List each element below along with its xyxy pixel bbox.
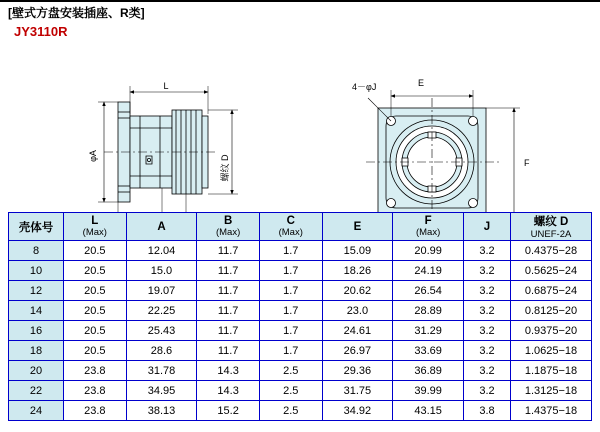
header-cell-j: [464, 213, 511, 241]
cell-j: 3.2: [464, 301, 511, 321]
cell-c: 1.7: [259, 341, 322, 361]
table-body: [9, 241, 592, 421]
cell-e: 31.75: [322, 381, 393, 401]
table-row: [9, 281, 592, 301]
dimension-table: [8, 212, 592, 421]
cell-f: 31.29: [393, 321, 464, 341]
cell-e: 20.62: [322, 281, 393, 301]
label-dim-d: 螺纹 D: [220, 154, 230, 182]
cell-c: 1.7: [259, 241, 322, 261]
cell-f: 39.99: [393, 381, 464, 401]
technical-drawing: [0, 40, 600, 208]
header-label: 壳体号: [18, 221, 54, 234]
cell-b: 11.7: [197, 261, 260, 281]
cell-b: 11.7: [197, 341, 260, 361]
table-header-row: [9, 213, 592, 241]
header-cell-f: [393, 213, 464, 241]
cell-j: 3.2: [464, 361, 511, 381]
cell-a: 38.13: [126, 401, 197, 421]
cell-l: 20.5: [64, 281, 127, 301]
cell-c: 1.7: [259, 261, 322, 281]
cell-shell: 12: [9, 281, 64, 301]
cell-f: 26.54: [393, 281, 464, 301]
cell-j: 3.2: [464, 321, 511, 341]
header-label: E: [353, 220, 362, 233]
header-label: L: [91, 215, 99, 227]
header-cell-l: [64, 213, 127, 241]
cell-a: 28.6: [126, 341, 197, 361]
cell-c: 2.5: [259, 381, 322, 401]
header-sublabel: (Max): [415, 227, 441, 238]
cell-f: 36.89: [393, 361, 464, 381]
cell-j: 3.2: [464, 381, 511, 401]
header-sublabel: UNEF-2A: [530, 229, 572, 240]
table-row: [9, 241, 592, 261]
header-label: J: [483, 220, 491, 233]
cell-b: 14.3: [197, 361, 260, 381]
cell-e: 26.97: [322, 341, 393, 361]
cell-thread: 0.6875−24: [511, 281, 592, 301]
table-row: [9, 381, 592, 401]
cell-shell: 16: [9, 321, 64, 341]
cell-e: 23.0: [322, 301, 393, 321]
cell-l: 20.5: [64, 301, 127, 321]
cell-e: 24.61: [322, 321, 393, 341]
header-cell-e: [322, 213, 393, 241]
cell-shell: 22: [9, 381, 64, 401]
cell-shell: 8: [9, 241, 64, 261]
cell-shell: 10: [9, 261, 64, 281]
cell-c: 1.7: [259, 321, 322, 341]
label-dim-a: φA: [88, 150, 98, 162]
cell-thread: 0.9375−20: [511, 321, 592, 341]
label-dim-e: E: [417, 78, 425, 88]
cell-b: 15.2: [197, 401, 260, 421]
header-label: B: [223, 215, 233, 227]
cell-a: 34.95: [126, 381, 197, 401]
table-row: [9, 401, 592, 421]
cell-thread: 1.0625−18: [511, 341, 592, 361]
header-sublabel: (Max): [278, 227, 303, 238]
cell-b: 11.7: [197, 241, 260, 261]
cell-j: 3.2: [464, 261, 511, 281]
cell-f: 20.99: [393, 241, 464, 261]
label-dim-f: F: [524, 158, 530, 168]
header-cell-c: [259, 213, 322, 241]
header-cell-shell: [9, 213, 64, 241]
cell-l: 20.5: [64, 341, 127, 361]
header-cell-a: [126, 213, 197, 241]
cell-f: 43.15: [393, 401, 464, 421]
cell-j: 3.8: [464, 401, 511, 421]
cell-j: 3.2: [464, 241, 511, 261]
cell-e: 29.36: [322, 361, 393, 381]
table-row: [9, 261, 592, 281]
header-label: 螺纹 D: [533, 216, 569, 228]
top-rule: [0, 0, 600, 2]
cell-shell: 24: [9, 401, 64, 421]
cell-j: 3.2: [464, 341, 511, 361]
cell-l: 23.8: [64, 401, 127, 421]
cell-c: 1.7: [259, 301, 322, 321]
cell-shell: 14: [9, 301, 64, 321]
cell-f: 33.69: [393, 341, 464, 361]
cell-l: 20.5: [64, 261, 127, 281]
cell-e: 15.09: [322, 241, 393, 261]
cell-c: 2.5: [259, 361, 322, 381]
cell-thread: 1.3125−18: [511, 381, 592, 401]
header-sublabel: (Max): [82, 227, 107, 238]
header-label: F: [424, 215, 432, 227]
header-sublabel: (Max): [215, 227, 241, 238]
cell-b: 11.7: [197, 301, 260, 321]
cell-a: 19.07: [126, 281, 197, 301]
header-cell-b: [197, 213, 260, 241]
cell-f: 24.19: [393, 261, 464, 281]
cell-l: 23.8: [64, 381, 127, 401]
table-row: [9, 361, 592, 381]
cell-j: 3.2: [464, 281, 511, 301]
cell-a: 22.25: [126, 301, 197, 321]
cell-l: 20.5: [64, 241, 127, 261]
cell-e: 34.92: [322, 401, 393, 421]
cell-e: 18.26: [322, 261, 393, 281]
cell-thread: 1.4375−18: [511, 401, 592, 421]
cell-l: 23.8: [64, 361, 127, 381]
cell-c: 1.7: [259, 281, 322, 301]
cell-thread: 1.1875−18: [511, 361, 592, 381]
cell-a: 12.04: [126, 241, 197, 261]
table-row: [9, 341, 592, 361]
table-row: [9, 301, 592, 321]
cell-thread: 0.8125−20: [511, 301, 592, 321]
cell-a: 31.78: [126, 361, 197, 381]
cell-b: 11.7: [197, 321, 260, 341]
cell-f: 28.89: [393, 301, 464, 321]
cell-b: 14.3: [197, 381, 260, 401]
cell-a: 15.0: [126, 261, 197, 281]
cell-l: 20.5: [64, 321, 127, 341]
cell-c: 2.5: [259, 401, 322, 421]
label-dim-l: L: [163, 81, 169, 91]
label-holes: 4－φJ: [352, 82, 377, 92]
cell-thread: 0.4375−28: [511, 241, 592, 261]
cell-shell: 18: [9, 341, 64, 361]
cell-b: 11.7: [197, 281, 260, 301]
header-cell-thread: [511, 213, 592, 241]
page-title: [壁式方盘安装插座、R类]: [8, 6, 145, 20]
header-label: C: [286, 215, 295, 227]
table-row: [9, 321, 592, 341]
cell-a: 25.43: [126, 321, 197, 341]
header-label: A: [157, 220, 166, 233]
cell-shell: 20: [9, 361, 64, 381]
cell-thread: 0.5625−24: [511, 261, 592, 281]
part-number: JY3110R: [14, 24, 68, 39]
